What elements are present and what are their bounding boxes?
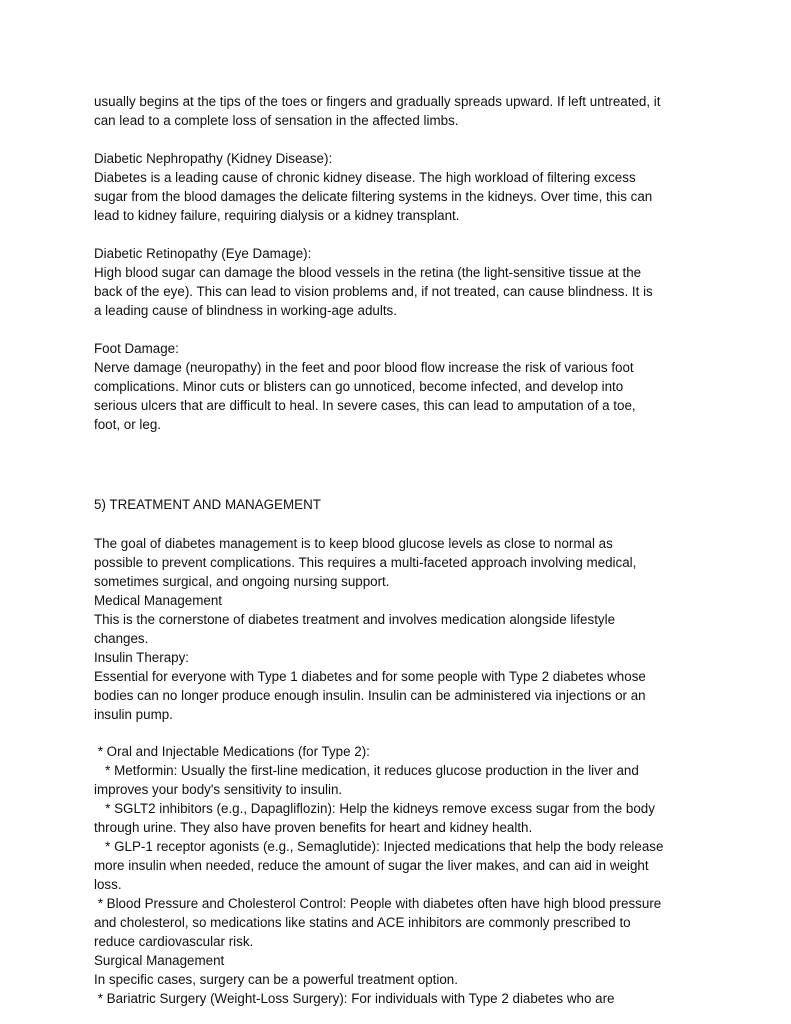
text-line: loss.: [94, 877, 122, 892]
text-line: Diabetes is a leading cause of chronic kidney disease. The high workload of filtering excess: [94, 170, 636, 185]
text-line: usually begins at the tips of the toes or fingers and gradually spreads upward. If left untreated, it: [94, 94, 661, 109]
goal-paragraph: [94, 534, 714, 724]
text-line: bodies can no longer produce enough insulin. Insulin can be administered via injections or an: [94, 688, 646, 703]
text-line: High blood sugar can damage the blood vessels in the retina (the light-sensitive tissue at the: [94, 265, 642, 280]
retinopathy-section: [94, 244, 714, 320]
list-item: * GLP-1 receptor agonists (e.g., Semaglutide): Injected medications that help the body release: [94, 839, 664, 854]
text-line: a leading cause of blindness in working-age adults.: [94, 303, 397, 318]
text-line: through urine. They also have proven benefits for heart and kidney health.: [94, 820, 533, 835]
list-item: * Bariatric Surgery (Weight-Loss Surgery): For individuals with Type 2 diabetes who are: [94, 991, 615, 1006]
medical-management-heading: Medical Management: [94, 593, 223, 608]
text-line: sometimes surgical, and ongoing nursing support.: [94, 574, 390, 589]
text-line: sugar from the blood damages the delicate filtering systems in the kidneys. Over time, this can: [94, 189, 653, 204]
foot-damage-heading: Foot Damage:: [94, 341, 179, 356]
text-line: Essential for everyone with Type 1 diabetes and for some people with Type 2 diabetes whose: [94, 669, 646, 684]
list-item: * Oral and Injectable Medications (for Type 2):: [94, 744, 370, 759]
text-line: lead to kidney failure, requiring dialysis or a kidney transplant.: [94, 208, 460, 223]
text-line: more insulin when needed, reduce the amount of sugar the liver makes, and can aid in weight: [94, 858, 649, 873]
list-item: * Blood Pressure and Cholesterol Control: People with diabetes often have high blood pressure: [94, 896, 662, 911]
text-line: reduce cardiovascular risk.: [94, 934, 254, 949]
text-line: Nerve damage (neuropathy) in the feet and poor blood flow increase the risk of various foot: [94, 360, 634, 375]
nephropathy-section: [94, 149, 714, 225]
text-line: serious ulcers that are difficult to heal. In severe cases, this can lead to amputation of a toe,: [94, 398, 636, 413]
list-item: * Metformin: Usually the first-line medication, it reduces glucose production in the liver and: [94, 763, 639, 778]
section-5-title: [94, 495, 714, 514]
neuropathy-continuation: [94, 92, 714, 130]
text-line: In specific cases, surgery can be a powerful treatment option.: [94, 972, 458, 987]
text-line: possible to prevent complications. This requires a multi-faceted approach involving medical,: [94, 555, 637, 570]
text-line: can lead to a complete loss of sensation in the affected limbs.: [94, 113, 459, 128]
text-line: The goal of diabetes management is to keep blood glucose levels as close to normal as: [94, 536, 613, 551]
foot-damage-section: [94, 339, 714, 434]
text-line: back of the eye). This can lead to vision problems and, if not treated, can cause blindness. It is: [94, 284, 653, 299]
text-line: This is the cornerstone of diabetes treatment and involves medication alongside lifestyle: [94, 612, 616, 627]
insulin-therapy-heading: Insulin Therapy:: [94, 650, 190, 665]
retinopathy-heading: Diabetic Retinopathy (Eye Damage):: [94, 246, 312, 261]
text-line: changes.: [94, 631, 149, 646]
text-line: insulin pump.: [94, 707, 173, 722]
nephropathy-heading: Diabetic Nephropathy (Kidney Disease):: [94, 151, 333, 166]
text-line: and cholesterol, so medications like statins and ACE inhibitors are commonly prescribed to: [94, 915, 631, 930]
text-line: foot, or leg.: [94, 417, 161, 432]
medications-list: [94, 742, 714, 1008]
list-item: * SGLT2 inhibitors (e.g., Dapagliflozin): Help the kidneys remove excess sugar from the body: [94, 801, 655, 816]
text-line: complications. Minor cuts or blisters can go unnoticed, become infected, and develop into: [94, 379, 624, 394]
surgical-management-heading: Surgical Management: [94, 953, 225, 968]
text-line: improves your body's sensitivity to insulin.: [94, 782, 343, 797]
section-title: 5) TREATMENT AND MANAGEMENT: [94, 497, 321, 512]
